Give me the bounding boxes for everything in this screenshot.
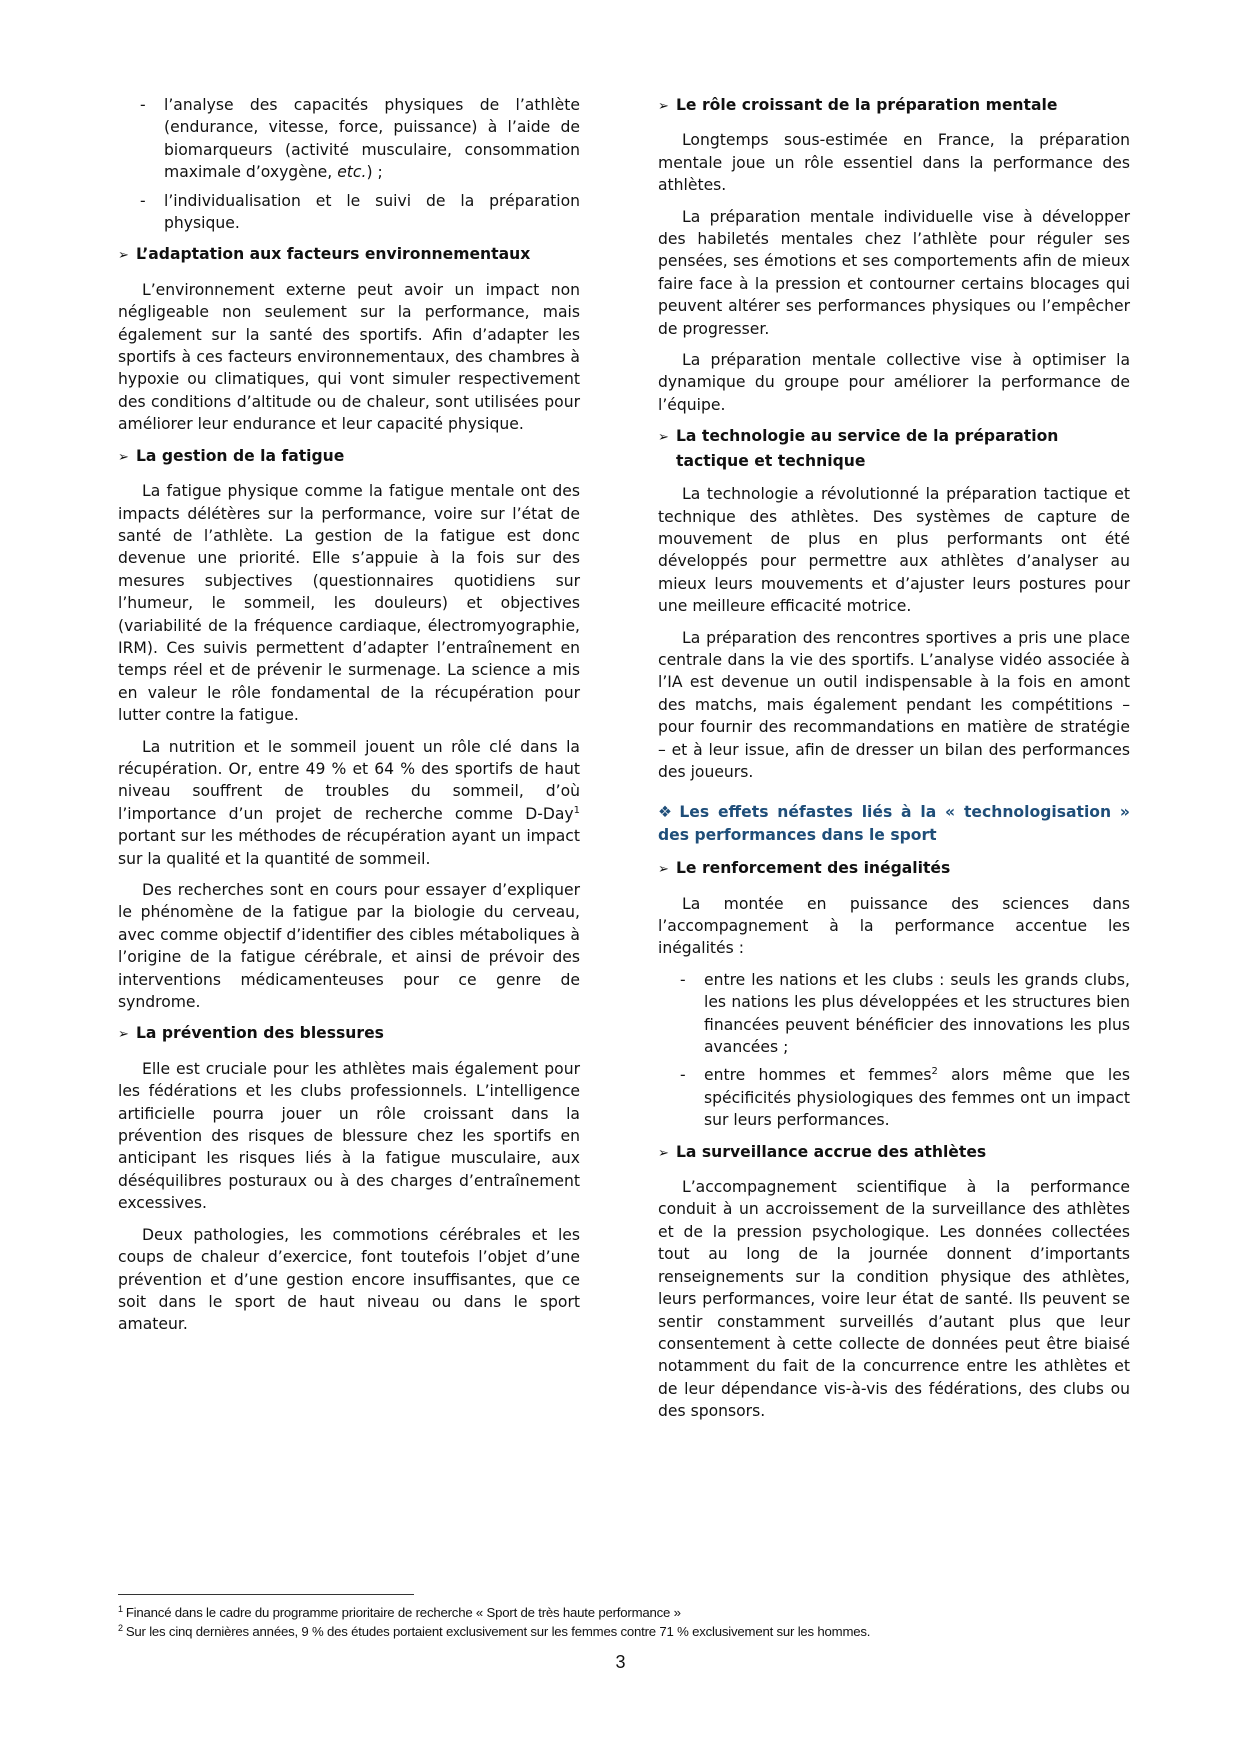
paragraph: La préparation des rencontres sportives a pris une place centrale dans la vie des sportifs. L’analyse vidéo associée à l’IA est devenue un outil indispensable à la fois en amont des matchs, mais également pendant les compétitions – pour fournir des recommandations en matière de stratégie – et à leur issue, afin de dresser un bilan des performances des joueurs. xyxy=(658,628,1130,781)
dash-bullet-icon: - xyxy=(140,96,146,114)
list-item: - l’analyse des capacités physiques de l’athlète (endurance, vitesse, force, puissance) à l’aide de biomarqueurs (activité musculaire, consommation maximale d’oxygène, etc.) ; xyxy=(140,96,580,182)
paragraph: Des recherches sont en cours pour essayer d’expliquer le phénomène de la fatigue par la biologie du cerveau, avec comme objectif d’identifier des cibles métaboliques à l’origine de la fatigue cérébrale, et ainsi de prévoir des interventions médicamenteuses pour ce genre de syndrome. xyxy=(118,881,580,1012)
footnote-1: $^1$ Financé dans le cadre du programme prioritaire de recherche « Sport de très haute performance » xyxy=(118,1604,681,1620)
page-number: 3 xyxy=(615,1652,626,1672)
paragraph: La nutrition et le sommeil jouent un rôle clé dans la récupération. Or, entre 49 % et 64 % des sportifs de haut niveau souffrent de troubles du sommeil, d’où l’importance d’un projet de recherche comme D-Day$^1$ portant sur les méthodes de récupération ayant un impact sur la qualité et la quantité de sommeil. xyxy=(118,737,580,868)
paragraph: L’environnement externe peut avoir un impact non négligeable non seulement sur la performance, mais également sur la santé des sportifs. Afin d’adapter les sportifs à ces facteurs environnementaux, des chambres à hypoxie ou climatiques, qui vont simuler respectivement des conditions d’altitude ou de chaleur, sont utilisées pour améliorer leur endurance et leur capacité physique. xyxy=(118,280,580,434)
paragraph: L’accompagnement scientifique à la performance conduit à un accroissement de la surveillance des athlètes et de la pression psychologique. Les données collectées tout au long de la journée donnent d’importants renseignements sur la condition physique des athlètes, leurs performances, voire leur état de santé. Ils peuvent se sentir constamment surveillés d’autant plus que leur consentement à cette collecte de données peut être biaisé notamment du fait de la concurrence entre les athlètes et de leur dépendance vis-à-vis des fédérations, des clubs ou des sponsors. xyxy=(658,1178,1130,1421)
arrow-bullet-icon: ➢ xyxy=(118,248,129,264)
list-item: - entre les nations et les clubs : seuls les grands clubs, les nations les plus développées et les structures bien financées peuvent bénéficier des innovations les plus avancées ; xyxy=(680,970,1130,1057)
dash-bullet-icon: - xyxy=(680,970,686,989)
footnote-ref-2[interactable]: 2 xyxy=(931,1066,938,1078)
paragraph: La préparation mentale collective vise à optimiser la dynamique du groupe pour améliorer la performance de l’équipe. xyxy=(658,351,1130,414)
paragraph: Longtemps sous-estimée en France, la préparation mentale joue un rôle essentiel dans la performance des athlètes. xyxy=(658,131,1130,195)
inequalities-list xyxy=(658,969,1130,1132)
right-column xyxy=(658,94,1130,1432)
footnote-separator xyxy=(118,1594,414,1595)
list-item: - l’individualisation et le suivi de la préparation physique. xyxy=(140,191,580,233)
section-heading-fatigue: ➢ La gestion de la fatigue xyxy=(118,445,580,469)
major-heading-harmful-effects: ❖ Les effets néfastes liés à la « technologisation » des performances dans le sport xyxy=(658,803,1130,844)
arrow-bullet-icon: ➢ xyxy=(658,430,669,446)
four-diamond-icon: ❖ xyxy=(658,803,676,822)
arrow-bullet-icon: ➢ xyxy=(118,449,129,465)
paragraph: La montée en puissance des sciences dans l’accompagnement à la performance accentue les inégalités : xyxy=(658,894,1130,958)
list-item: - entre hommes et femmes$^2$ alors même que les spécificités physiologiques des femmes ont un impact sur leurs performances. xyxy=(680,1066,1130,1130)
paragraph: La technologie a révolutionné la préparation tactique et technique des athlètes. Des systèmes de capture de mouvement de plus en plus performants ont été développés pour permettre aux athlètes d’analyser au mieux leurs mouvements et d’ajuster leurs postures pour une meilleure efficacité motrice. xyxy=(658,485,1130,616)
left-column xyxy=(118,94,580,1345)
footnote-2: $^2$ Sur les cinq dernières années, 9 % des études portaient exclusivement sur les femmes contre 71 % exclusivement sur les hommes. xyxy=(118,1623,871,1639)
capabilities-list xyxy=(118,94,580,234)
arrow-bullet-icon: ➢ xyxy=(658,99,669,114)
arrow-bullet-icon: ➢ xyxy=(658,1145,669,1161)
section-heading-environment: ➢ L’adaptation aux facteurs environnementaux xyxy=(118,243,580,267)
section-heading-injuries: ➢ La prévention des blessures xyxy=(118,1022,580,1046)
footnotes xyxy=(118,1603,1128,1641)
paragraph: La préparation mentale individuelle vise à développer des habiletés mentales chez l’athlète pour réguler ses pensées, ses émotions et ses comportements afin de mieux faire face à la pression et contourner certains blocages qui peuvent altérer ses performances physiques ou l’empêcher de progresser. xyxy=(658,207,1130,338)
footnote-ref-1[interactable]: 1 xyxy=(573,804,580,816)
dash-bullet-icon: - xyxy=(140,191,146,210)
arrow-bullet-icon: ➢ xyxy=(118,1027,129,1043)
dash-bullet-icon: - xyxy=(680,1066,686,1085)
section-heading-inequalities: ➢ Le renforcement des inégalités xyxy=(658,857,1130,881)
paragraph: Deux pathologies, les commotions cérébrales et les coups de chaleur d’exercice, font toutefois l’objet d’une prévention et d’une gestion encore insuffisantes, que ce soit dans le sport de haut niveau ou dans le sport amateur. xyxy=(118,1225,580,1334)
section-heading-mental-prep: ➢ Le rôle croissant de la préparation mentale xyxy=(658,94,1130,118)
section-heading-surveillance: ➢ La surveillance accrue des athlètes xyxy=(658,1141,1130,1165)
arrow-bullet-icon: ➢ xyxy=(658,862,669,878)
paragraph: La fatigue physique comme la fatigue mentale ont des impacts délétères sur la performance, voire sur l’état de santé de l’athlète. La gestion de la fatigue est donc devenue une priorité. Elle s’appuie à la fois sur des mesures subjectives (questionnaires quotidiens sur l’humeur, le sommeil, les douleurs) et objectives (variabilité de la fréquence cardiaque, électromyographie, IRM). Ces suivis permettent d’adapter l’entraînement en temps réel et de prévenir le surmenage. La science a mis en valeur le rôle fondamental de la récupération pour lutter contre la fatigue. xyxy=(118,482,580,725)
paragraph: Elle est cruciale pour les athlètes mais également pour les fédérations et les clubs professionnels. L’intelligence artificielle pourra jouer un rôle croissant dans la prévention des risques de blessure chez les sportifs en anticipant les risques liés à la fatigue musculaire, aux déséquilibres posturaux ou à des charges d’entraînement excessives. xyxy=(118,1059,580,1213)
section-heading-technology: ➢ La technologie au service de la préparation tactique et technique xyxy=(658,427,1059,470)
